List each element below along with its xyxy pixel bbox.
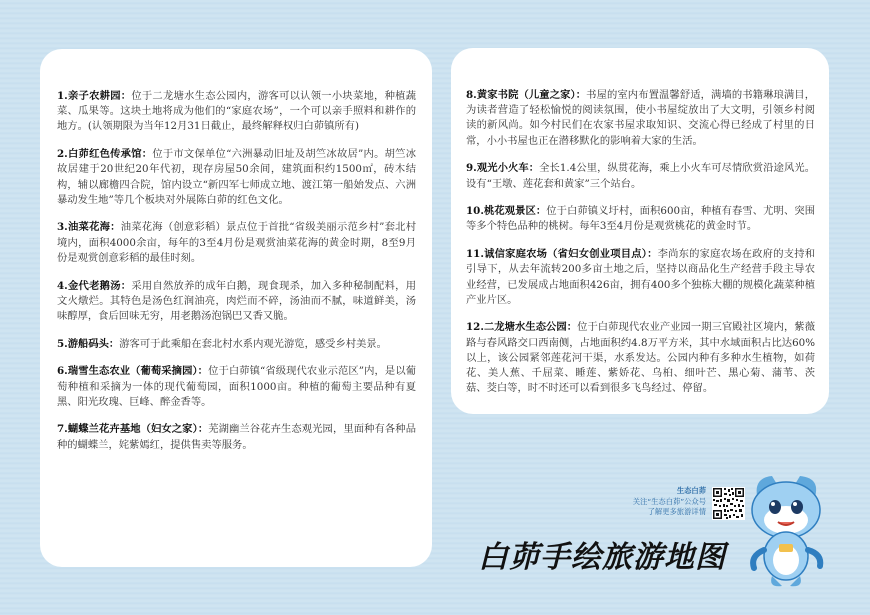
entry-1: 1.亲子农耕园：位于二龙塘水生态公园内，游客可以认领一小块菜地，种植蔬菜、瓜果等。这块土地将成为他们的“家庭农场”，一个可以亲手照料和耕作的地方。(认领期限为当年12月31日截止，最终解释权归白茆镇所有) <box>57 90 417 133</box>
wechat-promo <box>586 486 706 518</box>
entry-8: 8.黄家书院（儿童之家）：书屋的室内布置温馨舒适，满墙的书籍琳琅满目，为读者营造了轻松愉悦的阅读氛围，使小书屋绽放出了大文明，引领乡村阅读的新风尚。如今村民们在农家书屋求取知识、交流心得已经成了村里的日常，小小书屋也正在潜移默化的影响着大家的生活。 <box>466 89 815 147</box>
mascot-icon <box>738 470 834 590</box>
page-title: 白茆手绘旅游地图 <box>478 540 726 575</box>
promo-line-1: 关注“生态白茆”公众号 <box>632 496 706 506</box>
entry-7: 7.蝴蝶兰花卉基地（妇女之家）：芜湖幽兰谷花卉生态观光园，里面种有各种品种的蝴蝶兰，姹紫嫣红，提供售卖等服务。 <box>57 423 416 451</box>
brand-name: 生态白茆 <box>676 486 706 495</box>
entry-10: 10.桃花观景区：位于白茆镇义圩村，面积600亩，种植有春雪、尤明、突围等多个特色品种的桃树。每年3至4月份是观赏桃花的黄金时节。 <box>466 205 815 233</box>
entry-6: 6.瑞雪生态农业（葡萄采摘园）：位于白茆镇“省级现代农业示范区”内，是以葡萄种植和采摘为一体的现代葡萄园，面积1000亩。种植的葡萄主要品种有夏黑、阳光玫瑰、巨峰、醉金香等。 <box>57 365 416 408</box>
entry-9: 9.观光小火车：全长1.4公里，纵贯花海，乘上小火车可尽情欣赏沿途风光。设有“王墩、莲花套和黄家”三个站台。 <box>466 162 816 190</box>
left-panel <box>40 49 432 567</box>
entry-5: 5.游船码头：游客可于此乘船在套北村水系内观光游览，感受乡村美景。 <box>57 337 387 350</box>
right-panel <box>451 48 829 414</box>
entry-12: 12.二龙塘水生态公园：位于白茆现代农业产业园一期三官殿社区境内，紫薇路与春风路交口西南侧，占地面积约4.8万平方米，其中水域面积占比达60%以上，该公园紧邻莲花河干渠，水系发达。公园内种有多种水生植物，如荷花、美人蕉、千屈菜、睡莲、紫娇花、乌桕、细叶芒、黑心菊、蒲苇、茨菇、茭白等，时不时还可以看到很多飞鸟经过、停留。 <box>466 321 816 395</box>
promo-line-2: 了解更多旅游详情 <box>647 507 706 516</box>
entry-2: 2.白茆红色传承馆：位于市文保单位“六洲暴动旧址及胡竺冰故居”内。胡竺冰故居建于20世纪20年代初，现存房屋50余间，建筑面积约1500㎡，砖木结构，辅以廊檐四合院，馆内设立“新四军七师成立地、渡江第一船始发点、六洲暴动发生地”等几个板块对外展陈白茆的红色文化。 <box>57 148 417 206</box>
entry-3: 3.油菜花海：油菜花海（创意彩稻）景点位于首批“省级美丽示范乡村”套北村境内，面积4000余亩，每年的3至4月份是观赏油菜花海的黄金时期，8至9月份是观赏创意彩稻的最佳时刻。 <box>57 221 416 264</box>
entry-4: 4.金代老鹅汤：采用自然放养的成年白鹅，现食现杀，加入多种秘制配料，用文火燉烂。其特色是汤色红润油亮，肉烂而不碎，汤油而不腻，味道鲜美，汤味醇厚，食后回味无穷，用老鹅汤泡锅巴又香又脆。 <box>57 279 417 322</box>
entry-11: 11.诚信家庭农场（省妇女创业项目点）：李尚东的家庭农场在政府的支持和引导下，从去年流转200多亩土地之后，坚持以商品化生产经营手段主导农业经营，已发展成占地面积426亩，拥有400多个独栋大棚的规模化蔬菜种植产业片区。 <box>466 248 816 306</box>
